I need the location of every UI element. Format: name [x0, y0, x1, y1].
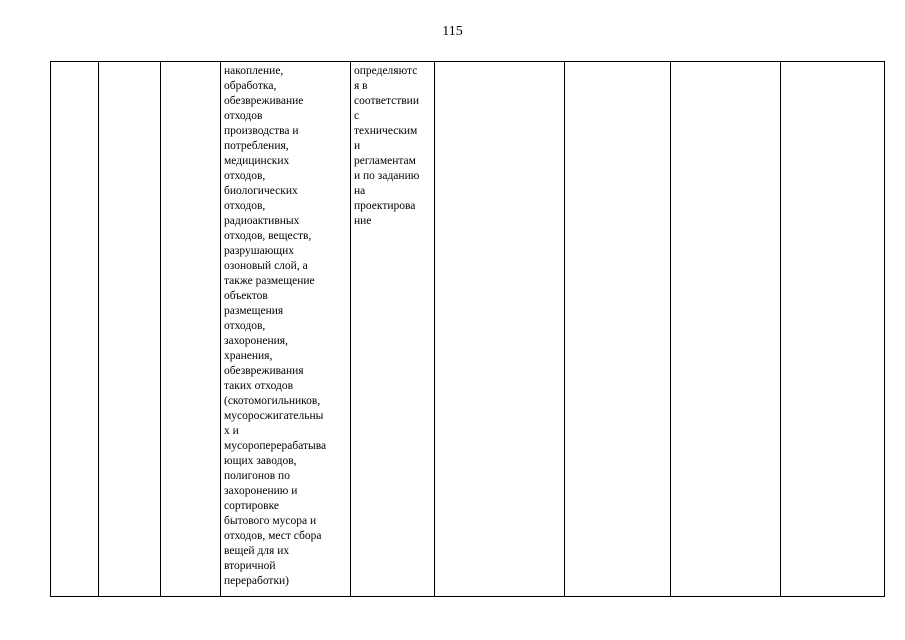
table-cell-col7 [565, 62, 671, 597]
table-cell-col2 [99, 62, 161, 597]
table-cell-col6 [435, 62, 565, 597]
table-cell-parameters [351, 62, 435, 597]
table-cell-col1 [51, 62, 99, 597]
table-cell-col9 [781, 62, 885, 597]
table-row [51, 62, 885, 597]
page-number: 115 [442, 24, 463, 39]
table-cell-col3 [161, 62, 221, 597]
table-cell-object-description [221, 62, 351, 597]
object-description-text: накопление, обработка, обезвреживание отходов производства и потребления, медицинских отходов, биологических отходов, радиоактивных отходов, веществ, разрушающих озоновый слой, а также размещение объектов размещения отходов, захоронения, хранения, обезвреживания таких отходов (скотомогильников, мусоросжигательны х и мусороперерабатыва ющих заводов, полигонов по захоронению и сортировке бытового мусора и отходов, мест сбора вещей для их вторичной переработки) [224, 65, 327, 587]
table-cell-col8 [671, 62, 781, 597]
document-table [50, 61, 885, 597]
parameters-text: определяютс я в соответствии с техническим и регламентам и по заданию на проектирова ние [354, 65, 420, 227]
